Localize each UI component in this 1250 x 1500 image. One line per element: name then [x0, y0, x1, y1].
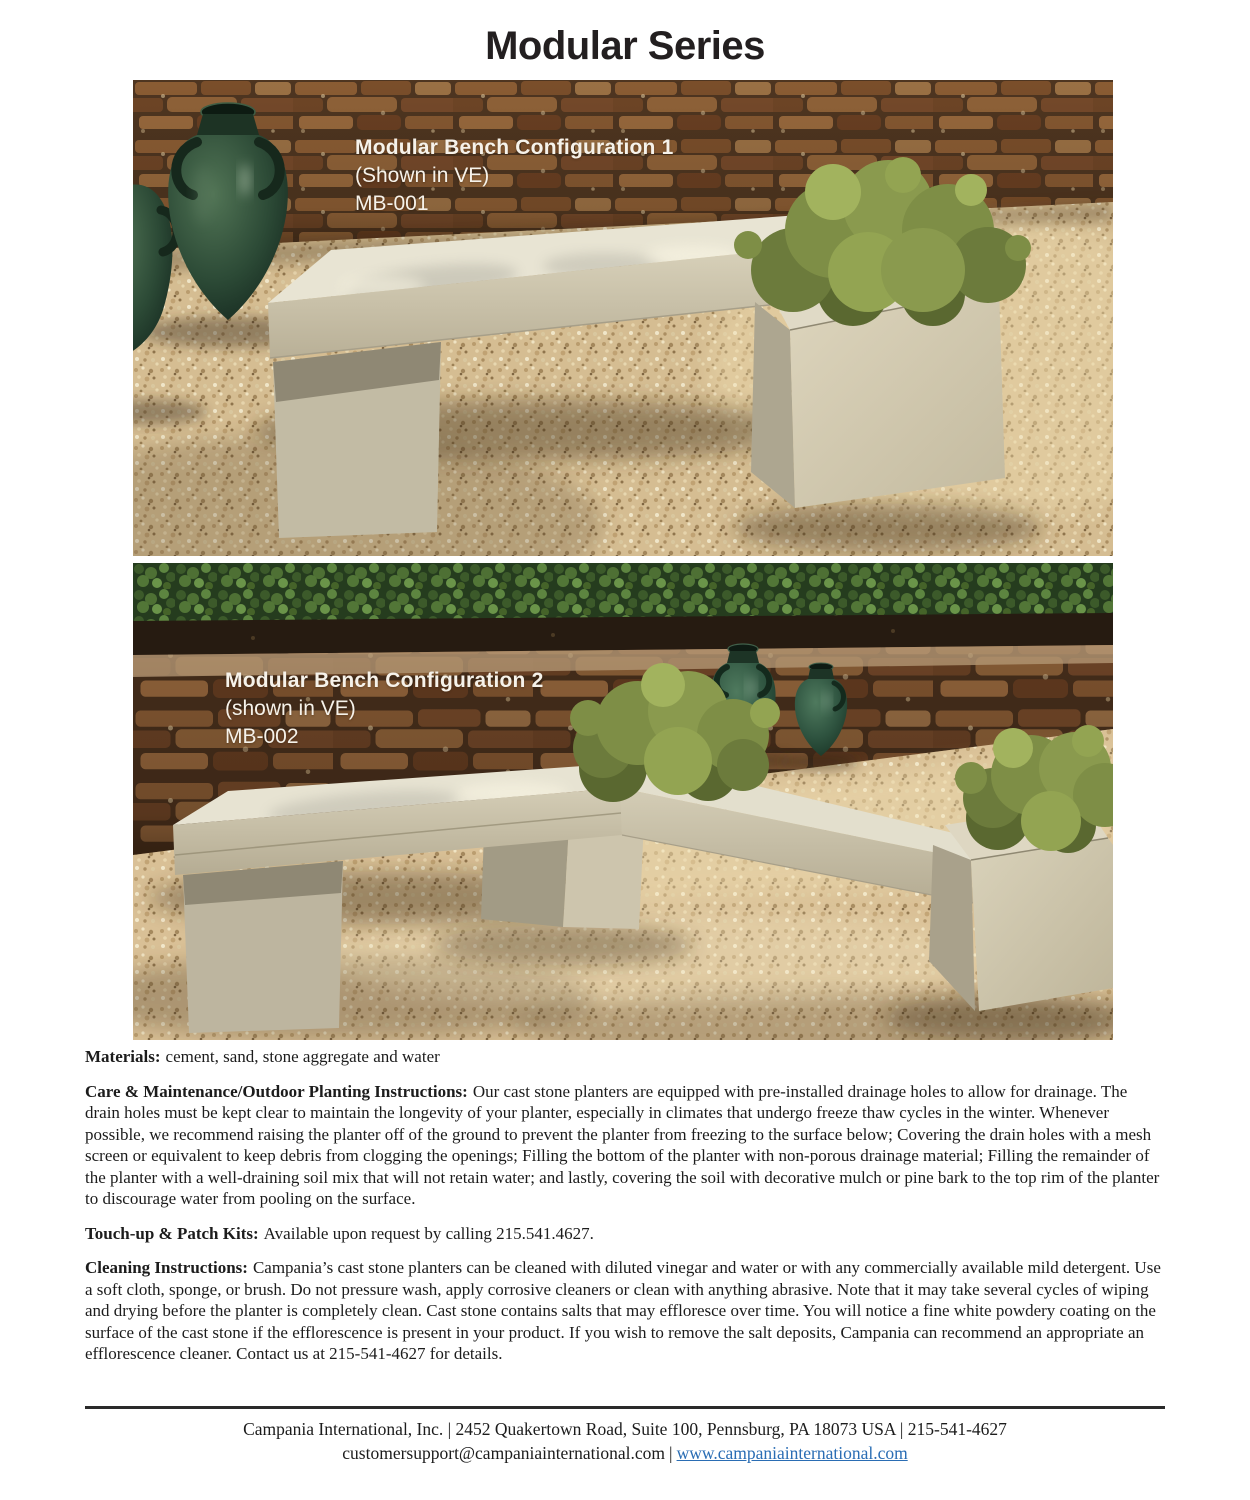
photo-1-caption-sku: MB-001	[355, 192, 429, 215]
photo-1-caption-title: Modular Bench Configuration 1	[355, 136, 674, 159]
photo-1-caption	[355, 134, 673, 218]
care-body: Our cast stone planters are equipped with pre-installed drainage holes to allow for drainage. The drain holes must be kept clear to maintain the longevity of your planter, especially in climates that undergo freeze thaw cycles in the winter. Whenever possible, we recommend raising the planter off of the ground to prevent the planter from freezing to the surface below; Covering the drain holes with a mesh screen or equivalent to keep debris from clogging the openings; Filling the bottom of the planter with non-porous drainage material; Filling the remainder of the planter with a well-draining soil mix that will not retain water; and lastly, covering the soil with decorative mulch or pine bark to the top rim of the planter to discourage water from pooling on the surface.	[85, 1081, 1160, 1208]
footer-contact-line	[85, 1441, 1165, 1465]
touchup-section	[85, 1223, 1165, 1245]
page-title: Modular Series	[485, 24, 765, 68]
photo-2-caption-title: Modular Bench Configuration 2	[225, 669, 544, 692]
materials-section	[85, 1046, 1165, 1068]
page-footer	[85, 1406, 1165, 1465]
touchup-heading: Touch-up & Patch Kits:	[85, 1223, 259, 1243]
footer-email: customersupport@campaniainternational.com	[342, 1443, 666, 1463]
photo-config-1	[133, 80, 1113, 556]
cleaning-heading: Cleaning Instructions:	[85, 1258, 248, 1277]
footer-website-link[interactable]: www.campaniainternational.com	[676, 1443, 908, 1463]
photo-1-caption-finish: (Shown in VE)	[355, 164, 490, 187]
footer-address-line: Campania International, Inc. | 2452 Quakertown Road, Suite 100, Pennsburg, PA 18073 USA | 215-541-4627	[243, 1419, 1007, 1439]
photo-config-2	[133, 563, 1113, 1040]
photo-2-caption-sku: MB-002	[225, 725, 299, 748]
photo-2-caption	[225, 667, 543, 751]
care-section	[85, 1081, 1165, 1210]
photo-2-caption-finish: (shown in VE)	[225, 697, 356, 720]
care-heading: Care & Maintenance/Outdoor Planting Instructions:	[85, 1081, 468, 1101]
materials-body: cement, sand, stone aggregate and water	[165, 1047, 440, 1066]
footer-separator: |	[669, 1443, 673, 1463]
materials-heading: Materials:	[85, 1047, 161, 1066]
hedge-and-mulch	[133, 563, 1113, 661]
cleaning-section	[85, 1257, 1165, 1365]
cleaning-body: Campania’s cast stone planters can be cleaned with diluted vinegar and water or with any commercially available mild detergent. Use a soft cloth, sponge, or brush. Do not pressure wash, apply corrosive cleaners or clean with anything abrasive. Note that it may take several cycles of wiping and drying before the planter is completely clean. Cast stone contains salts that may effloresce over time. You will notice a fine white powdery coating on the surface of the cast stone if the efflorescence is present in your product. If you wish to remove the salt deposits, Campania can recommend an appropriate an efflorescence cleaner. Contact us at 215-541-4627 for details.	[85, 1258, 1161, 1363]
info-sections	[85, 1046, 1165, 1378]
bench-scene-2	[133, 563, 1113, 1040]
touchup-body: Available upon request by calling 215.541.4627.	[263, 1223, 594, 1243]
